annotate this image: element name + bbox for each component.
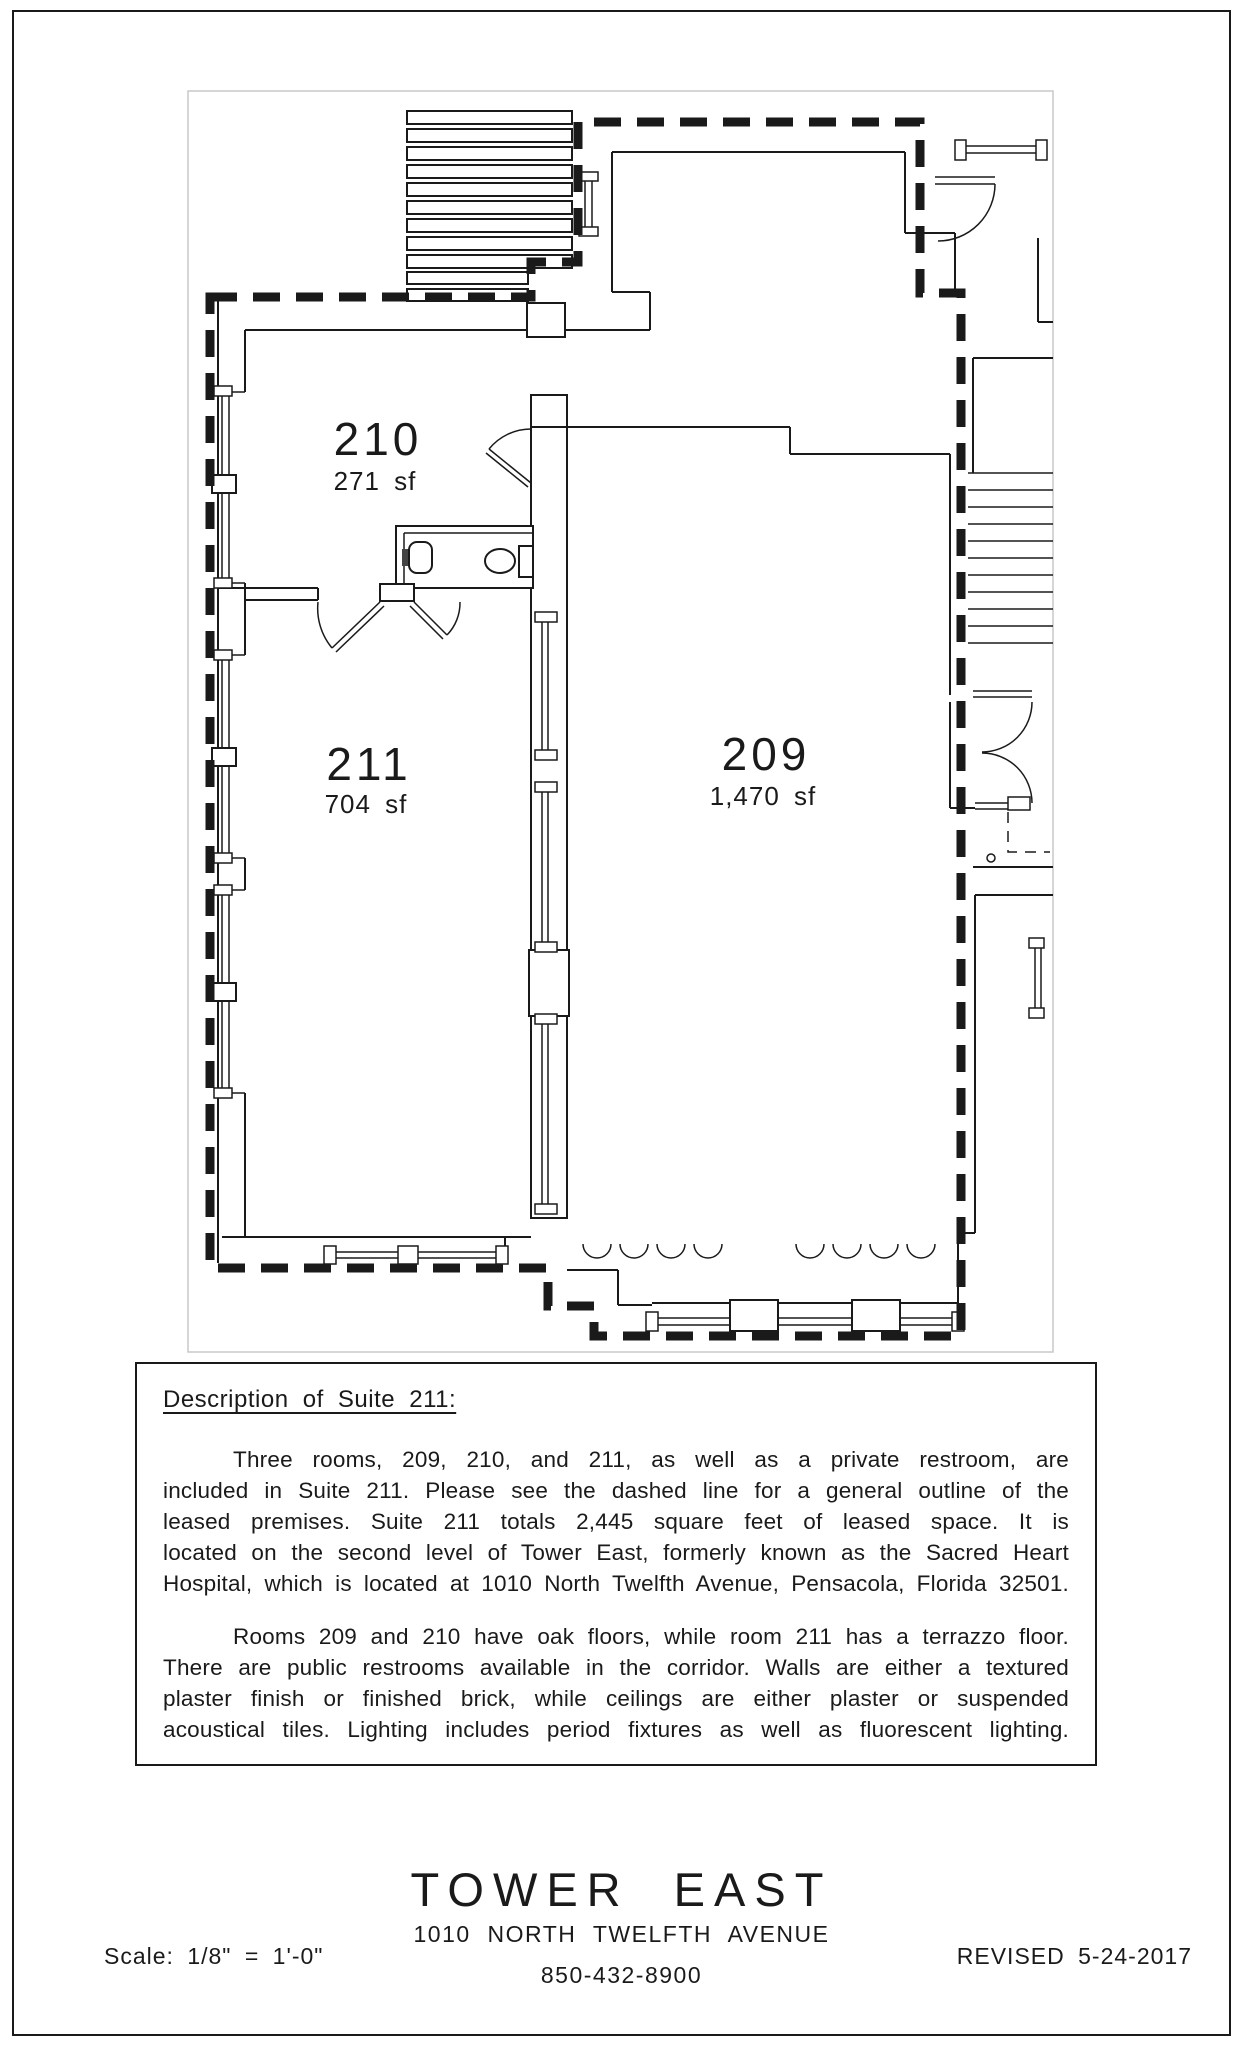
lease-boundary-dashed xyxy=(210,122,961,1336)
middle-wall xyxy=(527,303,569,1218)
room-211-area: 704 sf xyxy=(324,789,408,819)
restroom xyxy=(396,526,533,588)
scale-note: Scale: 1/8" = 1'-0" xyxy=(104,1943,324,1969)
description-paragraph-2 xyxy=(163,1621,1069,1745)
description-line: plaster finish or finished brick, while ceilings are either plaster or suspended xyxy=(163,1686,1069,1711)
stairs-right xyxy=(968,473,1053,643)
building-address: 1010 NORTH TWELFTH AVENUE xyxy=(413,1921,830,1947)
description-line: Rooms 209 and 210 have oak floors, while room 211 has a terrazzo floor. xyxy=(233,1624,1069,1649)
description-line: Three rooms, 209, 210, and 211, as well as a private restroom, are xyxy=(233,1447,1069,1472)
room-210-number: 210 xyxy=(333,413,423,465)
west-windows xyxy=(212,386,236,1098)
north-east-window xyxy=(955,140,1047,160)
building-phone: 850-432-8900 xyxy=(540,1962,703,1988)
arch-scallops xyxy=(583,1244,935,1258)
description-line: included in Suite 211. Please see the dashed line for a general outline of the xyxy=(163,1478,1069,1503)
room-209-south-windows xyxy=(646,1300,964,1331)
description-line: There are public restrooms available in the corridor. Walls are either a textured xyxy=(163,1655,1069,1680)
description-line: located on the second level of Tower East, formerly known as the Sacred Heart xyxy=(163,1540,1069,1565)
walls xyxy=(218,152,1053,1305)
description-line: acoustical tiles. Lighting includes period fixtures as well as fluorescent lighting. xyxy=(163,1717,1069,1742)
overhead-dashed-line xyxy=(987,812,1050,862)
description-paragraph-1 xyxy=(163,1444,1069,1599)
room-labels xyxy=(325,413,817,819)
room-209-area: 1,470 sf xyxy=(709,781,817,811)
building-title: TOWER EAST xyxy=(410,1863,833,1916)
room-210-area: 271 sf xyxy=(333,466,417,496)
room-211-number: 211 xyxy=(326,738,412,790)
description-title: Description of Suite 211: xyxy=(163,1386,457,1413)
stairs-upper xyxy=(407,111,572,301)
description-line: Hospital, which is located at 1010 North Twelfth Avenue, Pensacola, Florida 32501. xyxy=(163,1571,1069,1596)
room-209-number: 209 xyxy=(721,728,811,780)
description-box xyxy=(135,1362,1097,1766)
revision-note: REVISED 5-24-2017 xyxy=(956,1943,1192,1969)
room-211-south-window xyxy=(324,1246,508,1264)
description-line: leased premises. Suite 211 totals 2,445 square feet of leased space. It is xyxy=(163,1509,1069,1534)
east-window xyxy=(1029,938,1044,1018)
